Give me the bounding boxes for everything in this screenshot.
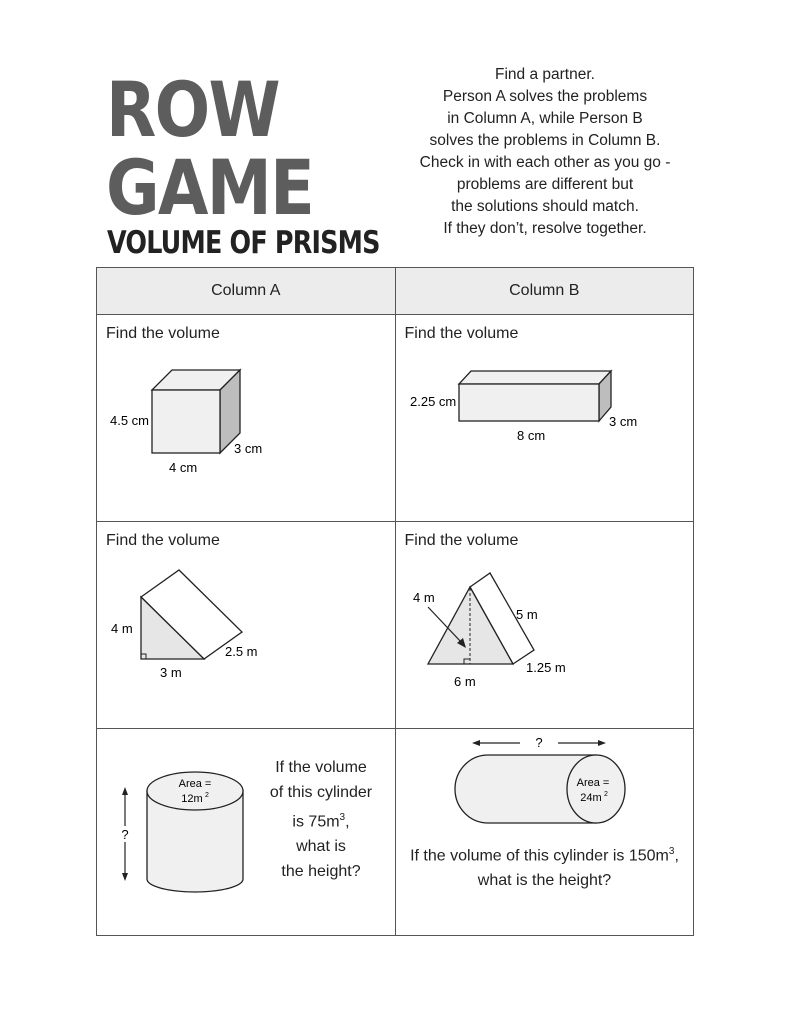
volume-value: is 75m [292, 813, 340, 831]
length-unknown: ? [534, 735, 543, 750]
instruction-line: Person A solves the problems [442, 88, 648, 105]
area-exponent: 2 [603, 791, 608, 798]
height-label: 4.5 cm [110, 413, 150, 428]
problem-prompt: Find the volume [106, 532, 220, 549]
volume-exponent: 3 [339, 812, 346, 823]
area-label: Area = [576, 777, 609, 789]
height-label: 2.25 cm [409, 394, 456, 409]
subtitle: VOLUME OF PRISMS [107, 225, 380, 261]
area-label: Area = [178, 778, 212, 790]
area-exponent: 2 [205, 792, 209, 799]
problem-cell-a1 [97, 315, 396, 522]
depth-label: 2.5 m [225, 644, 258, 659]
cylinder-question [265, 755, 377, 884]
problem-cell-b3 [395, 729, 694, 936]
height-label: 4 m [412, 590, 435, 605]
problem-cell-a3 [97, 729, 396, 936]
area-value: 12m [181, 793, 203, 805]
instructions [400, 64, 690, 240]
cylinder-diagram [396, 729, 694, 935]
rectangular-prism-diagram [396, 315, 694, 521]
instruction-line: Check in with each other as you go - [419, 154, 671, 171]
question-line: the height? [281, 863, 361, 881]
height-unknown: ? [121, 827, 129, 842]
area-value: 24m [579, 792, 602, 804]
problem-cell-b2 [395, 522, 694, 729]
height-label: 4 m [111, 621, 133, 636]
depth-label: 1.25 m [525, 660, 566, 675]
question-line: If the volume [275, 759, 367, 776]
question-line: of this cylinder [269, 784, 373, 801]
instruction-line: solves the problems in Column B. [429, 132, 661, 149]
question-line: what is the height? [477, 872, 612, 890]
rectangular-prism-diagram [97, 315, 395, 521]
title-game: GAME [106, 143, 314, 232]
depth-label: 3 cm [608, 414, 637, 429]
problem-table [96, 267, 694, 936]
problem-prompt: Find the volume [404, 532, 519, 549]
column-b-header: Column B [395, 268, 694, 315]
instruction-line: in Column A, while Person B [447, 110, 643, 127]
column-a-header: Column A [97, 268, 396, 315]
width-label: 4 cm [169, 460, 198, 475]
question-line: what is [296, 838, 346, 856]
question-line: is $75m^3$, [292, 812, 350, 831]
instruction-line: Find a partner. [495, 66, 595, 83]
triangular-prism-diagram [396, 522, 694, 728]
instruction-line: the solutions should match. [451, 198, 639, 215]
title-row: ROW [106, 65, 279, 154]
base-label: 3 m [160, 665, 182, 680]
problem-prompt: Find the volume [404, 325, 519, 342]
depth-label: 3 cm [234, 441, 263, 456]
instruction-line: problems are different but [456, 176, 634, 193]
slant-label: 5 m [515, 607, 538, 622]
problem-prompt: Find the volume [106, 325, 220, 342]
volume-exponent: 3 [668, 846, 675, 857]
base-label: 6 m [453, 674, 476, 689]
problem-cell-a2 [97, 522, 396, 729]
width-label: 8 cm [516, 428, 545, 443]
triangular-prism-diagram [97, 522, 395, 728]
problem-cell-b1 [395, 315, 694, 522]
instruction-line: If they don’t, resolve together. [443, 220, 647, 237]
question-line: If the volume of this cylinder is $150m^3$, [410, 846, 679, 865]
cylinder-question [396, 839, 694, 893]
